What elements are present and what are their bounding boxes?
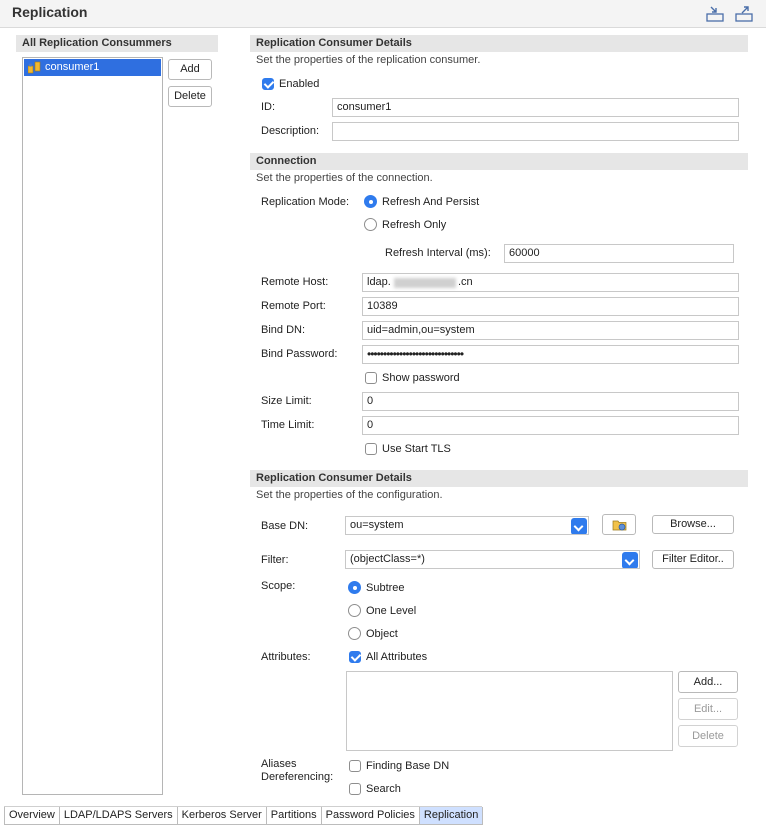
filter-value: (objectClass=*) <box>350 553 425 565</box>
bind-password-field[interactable]: •••••••••••••••••••••••••••••• <box>362 345 739 364</box>
refresh-only-label: Refresh Only <box>382 219 447 231</box>
attribute-edit-button[interactable]: Edit... <box>678 698 738 720</box>
scope-label: Scope: <box>261 580 296 592</box>
scope-subtree-label: Subtree <box>366 582 405 594</box>
attributes-label: Attributes: <box>261 651 311 663</box>
description-field[interactable] <box>332 122 739 141</box>
remote-port-field[interactable]: 10389 <box>362 297 739 316</box>
scope-one-level-label: One Level <box>366 605 417 617</box>
consumers-section-title: All Replication Consummers <box>16 35 218 52</box>
refresh-interval-field[interactable]: 60000 <box>504 244 734 263</box>
aliases-label: Aliases <box>261 758 297 770</box>
page-title: Replication <box>12 4 88 20</box>
attributes-list[interactable] <box>346 671 673 751</box>
enabled-label: Enabled <box>279 78 320 90</box>
all-attributes-label: All Attributes <box>366 651 428 663</box>
attribute-delete-button[interactable]: Delete <box>678 725 738 747</box>
start-tls-label: Use Start TLS <box>382 443 451 455</box>
base-dn-combo[interactable] <box>345 516 589 535</box>
chevron-down-icon[interactable] <box>571 518 587 535</box>
tab-kerberos-server[interactable]: Kerberos Server <box>177 807 267 825</box>
editor-tabs <box>4 806 482 824</box>
remote-host-suffix: .cn <box>458 276 473 288</box>
scope-subtree-radio[interactable] <box>348 581 361 594</box>
bind-dn-label: Bind DN: <box>261 324 306 336</box>
id-field[interactable]: consumer1 <box>332 98 739 117</box>
tab-password-policies[interactable]: Password Policies <box>321 807 420 825</box>
consumer-list[interactable] <box>22 57 163 795</box>
finding-base-dn-checkbox[interactable] <box>349 760 361 772</box>
scope-object-label: Object <box>366 628 398 640</box>
search-label: Search <box>366 783 401 795</box>
connection-description: Set the properties of the connection. <box>256 172 433 184</box>
description-label: Description: <box>261 125 320 137</box>
base-dn-label: Base DN: <box>261 520 309 532</box>
import-icon[interactable] <box>706 6 724 22</box>
folder-browse-icon <box>612 518 628 538</box>
remote-host-field[interactable] <box>362 273 739 292</box>
time-limit-field[interactable]: 0 <box>362 416 739 435</box>
chevron-down-icon[interactable] <box>622 552 638 569</box>
base-dn-value: ou=system <box>350 519 404 531</box>
tab-replication[interactable]: Replication <box>419 807 483 825</box>
replication-mode-label: Replication Mode: <box>261 196 350 208</box>
refresh-persist-radio[interactable] <box>364 195 377 208</box>
remote-host-value: ldap. <box>367 276 391 288</box>
refresh-only-radio[interactable] <box>364 218 377 231</box>
refresh-interval-label: Refresh Interval (ms): <box>385 247 491 259</box>
tab-partitions[interactable]: Partitions <box>266 807 322 825</box>
browse-button[interactable]: Browse... <box>652 515 734 534</box>
consumer-icon <box>28 61 42 77</box>
remote-port-label: Remote Port: <box>261 300 326 312</box>
remote-host-label: Remote Host: <box>261 276 329 288</box>
refresh-persist-label: Refresh And Persist <box>382 196 480 208</box>
enabled-checkbox[interactable] <box>262 78 274 90</box>
dereferencing-label: Dereferencing: <box>261 771 334 783</box>
base-dn-history-button[interactable] <box>602 514 636 535</box>
all-attributes-checkbox[interactable] <box>349 651 361 663</box>
config-description: Set the properties of the configuration. <box>256 489 443 501</box>
editor-header <box>0 0 766 28</box>
tab-overview[interactable]: Overview <box>4 807 60 825</box>
search-checkbox[interactable] <box>349 783 361 795</box>
add-consumer-button[interactable]: Add <box>168 59 212 80</box>
export-icon[interactable] <box>735 6 753 22</box>
show-password-checkbox[interactable] <box>365 372 377 384</box>
config-section-title: Replication Consumer Details <box>250 470 748 487</box>
bind-password-label: Bind Password: <box>261 348 338 360</box>
consumer-label: consumer1 <box>45 61 100 73</box>
scope-object-radio[interactable] <box>348 627 361 640</box>
scope-one-level-radio[interactable] <box>348 604 361 617</box>
bind-dn-field[interactable]: uid=admin,ou=system <box>362 321 739 340</box>
tab-ldap-servers[interactable]: LDAP/LDAPS Servers <box>59 807 178 825</box>
details-description: Set the properties of the replication consumer. <box>256 54 481 66</box>
delete-consumer-button[interactable]: Delete <box>168 86 212 107</box>
filter-combo[interactable] <box>345 550 640 569</box>
redacted-host-blur <box>394 278 456 288</box>
filter-label: Filter: <box>261 554 289 566</box>
connection-section-title: Connection <box>250 153 748 170</box>
show-password-label: Show password <box>382 372 460 384</box>
start-tls-checkbox[interactable] <box>365 443 377 455</box>
details-section-title: Replication Consumer Details <box>250 35 748 52</box>
list-item[interactable] <box>24 59 161 76</box>
filter-editor-button[interactable]: Filter Editor.. <box>652 550 734 569</box>
size-limit-label: Size Limit: <box>261 395 312 407</box>
size-limit-field[interactable]: 0 <box>362 392 739 411</box>
time-limit-label: Time Limit: <box>261 419 315 431</box>
attribute-add-button[interactable]: Add... <box>678 671 738 693</box>
id-label: ID: <box>261 101 276 113</box>
finding-base-dn-label: Finding Base DN <box>366 760 450 772</box>
